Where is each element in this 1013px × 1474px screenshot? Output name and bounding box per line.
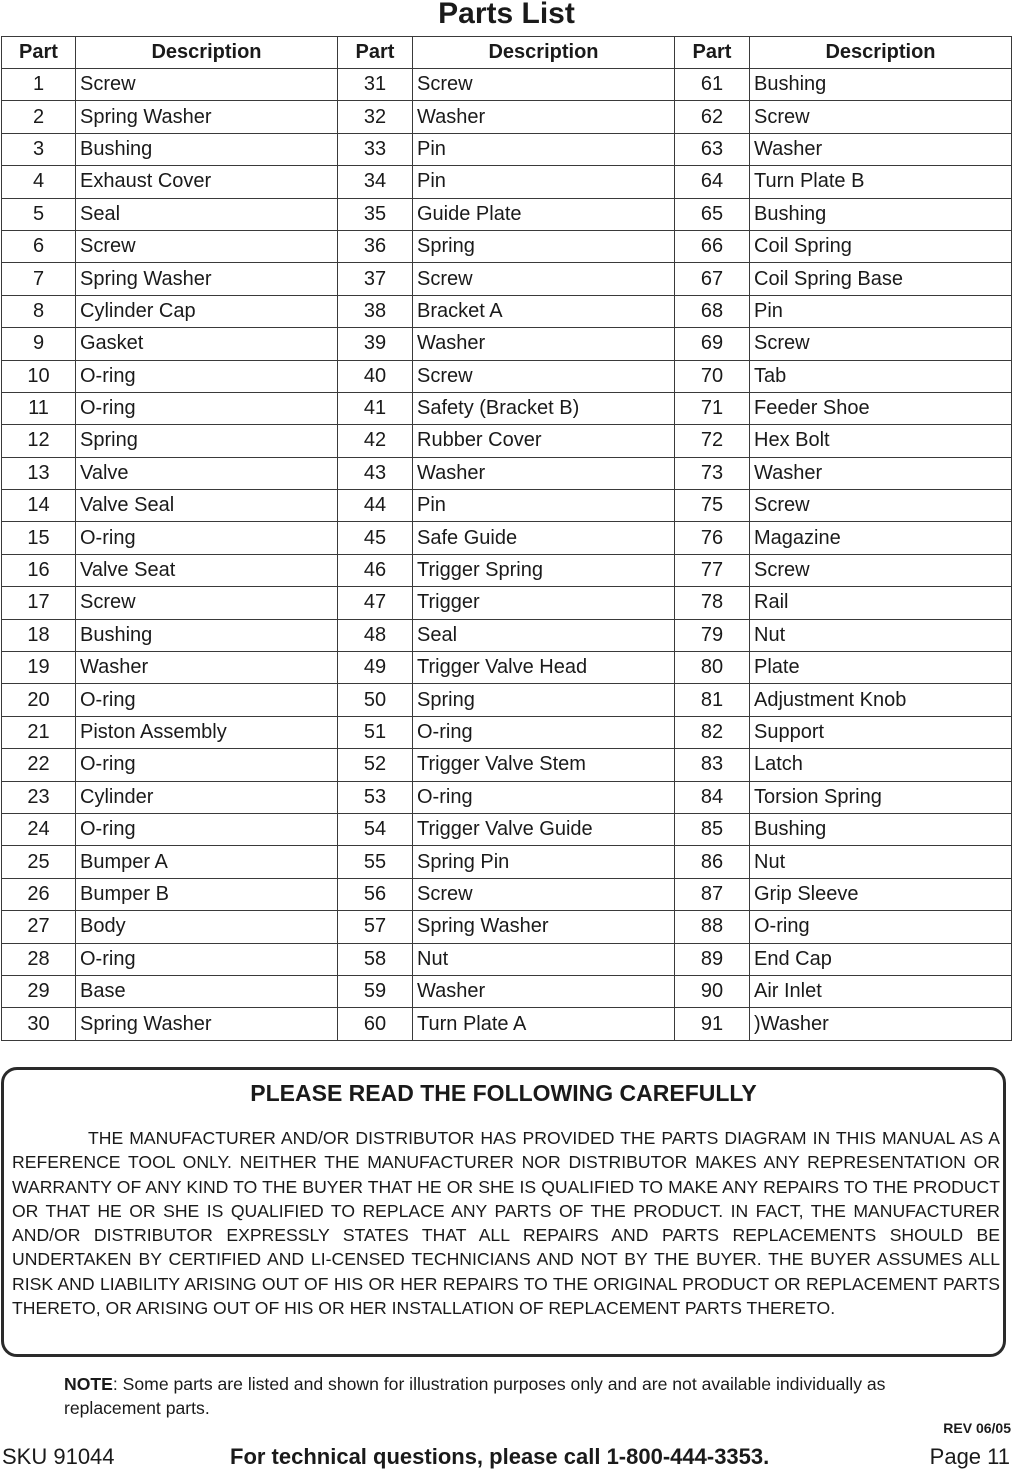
part-number-cell: 90 — [675, 975, 750, 1007]
part-description-cell: Spring Pin — [413, 846, 675, 878]
part-number-cell: 91 — [675, 1008, 750, 1040]
table-row — [2, 781, 1012, 813]
part-description-cell: O-ring — [413, 716, 675, 748]
table-row — [2, 360, 1012, 392]
table-row — [2, 684, 1012, 716]
part-description-cell: Screw — [413, 263, 675, 295]
disclaimer-box — [1, 1067, 1006, 1357]
part-number-cell: 33 — [338, 133, 413, 165]
part-number-cell: 58 — [338, 943, 413, 975]
part-number-cell: 3 — [2, 133, 76, 165]
part-number-cell: 10 — [2, 360, 76, 392]
part-description-cell: Feeder Shoe — [750, 392, 1012, 424]
part-description-cell: Valve Seal — [76, 490, 338, 522]
table-row — [2, 166, 1012, 198]
part-number-cell: 22 — [2, 749, 76, 781]
part-description-cell: Safe Guide — [413, 522, 675, 554]
part-number-cell: 67 — [675, 263, 750, 295]
disclaimer-text: THE MANUFACTURER AND/OR DISTRIBUTOR HAS PROVIDED THE PARTS DIAGRAM IN THIS MANUAL AS A REFERENCE TOOL ONLY. NEITHER THE MANUFACTURER NOR DISTRIBUTOR MAKES ANY REPRESENTATION OR WARRANTY OF ANY KIND TO THE BUYER THAT HE OR SHE IS QUALIFIED TO MAKE ANY REPAIRS TO THE PRODUCT OR THAT HE OR SHE IS QUALIFIED TO REPLACE ANY PARTS OF THE PRODUCT. IN FACT, THE MANUFACTURER AND/OR DISTRIBUTOR EXPRESSLY STATES THAT ALL REPAIRS AND PARTS REPLACEMENTS SHOULD BE UNDERTAKEN BY CERTIFIED AND LI-CENSED TECHNICIANS AND NOT BY THE BUYER. THE BUYER ASSUMES ALL RISK AND LIABILITY ARISING OUT OF HIS OR HER REPAIRS TO THE ORIGINAL PRODUCT OR REPLACEMENT PARTS THERETO, OR ARISING OUT OF HIS OR HER INSTALLATION OF REPLACEMENT PARTS THERETO. — [12, 1128, 1000, 1319]
part-number-cell: 69 — [675, 328, 750, 360]
part-number-cell: 87 — [675, 878, 750, 910]
part-number-cell: 29 — [2, 975, 76, 1007]
part-description-cell: Trigger — [413, 587, 675, 619]
part-description-cell: Trigger Valve Guide — [413, 813, 675, 845]
part-description-cell: Bushing — [750, 198, 1012, 230]
part-description-cell: Trigger Spring — [413, 554, 675, 586]
part-description-cell: Pin — [413, 166, 675, 198]
table-row — [2, 975, 1012, 1007]
part-number-cell: 35 — [338, 198, 413, 230]
table-row — [2, 230, 1012, 262]
page-number: Page 11 — [929, 1444, 1010, 1469]
part-description-cell: Torsion Spring — [750, 781, 1012, 813]
part-description-cell: Seal — [76, 198, 338, 230]
part-number-cell: 85 — [675, 813, 750, 845]
table-row — [2, 878, 1012, 910]
part-description-cell: Pin — [413, 133, 675, 165]
table-row — [2, 198, 1012, 230]
part-description-cell: Pin — [413, 490, 675, 522]
part-number-cell: 62 — [675, 101, 750, 133]
part-number-cell: 48 — [338, 619, 413, 651]
part-number-cell: 63 — [675, 133, 750, 165]
table-row — [2, 295, 1012, 327]
parts-table — [1, 36, 1012, 1041]
note-label: NOTE — [64, 1374, 113, 1394]
part-number-cell: 75 — [675, 490, 750, 522]
part-description-cell: Bushing — [750, 813, 1012, 845]
part-description-cell: Trigger Valve Head — [413, 652, 675, 684]
part-description-cell: )Washer — [750, 1008, 1012, 1040]
table-row — [2, 328, 1012, 360]
table-row — [2, 133, 1012, 165]
part-number-cell: 34 — [338, 166, 413, 198]
part-description-cell: Screw — [750, 490, 1012, 522]
part-description-cell: Base — [76, 975, 338, 1007]
part-number-cell: 38 — [338, 295, 413, 327]
part-number-cell: 4 — [2, 166, 76, 198]
part-description-cell: Coil Spring Base — [750, 263, 1012, 295]
part-description-cell: Washer — [413, 457, 675, 489]
part-description-cell: Trigger Valve Stem — [413, 749, 675, 781]
part-description-cell: Plate — [750, 652, 1012, 684]
column-header-part: Part — [338, 37, 413, 69]
table-row — [2, 749, 1012, 781]
part-description-cell: Screw — [76, 587, 338, 619]
part-description-cell: Spring Washer — [413, 911, 675, 943]
part-number-cell: 70 — [675, 360, 750, 392]
part-number-cell: 31 — [338, 69, 413, 101]
table-row — [2, 1008, 1012, 1040]
part-description-cell: Adjustment Knob — [750, 684, 1012, 716]
part-description-cell: Pin — [750, 295, 1012, 327]
part-number-cell: 14 — [2, 490, 76, 522]
part-number-cell: 21 — [2, 716, 76, 748]
part-number-cell: 6 — [2, 230, 76, 262]
part-description-cell: Valve — [76, 457, 338, 489]
part-number-cell: 55 — [338, 846, 413, 878]
tech-support-line: For technical questions, please call 1-800-444-3353. — [230, 1444, 770, 1469]
parts-table-body — [2, 69, 1012, 1041]
part-number-cell: 9 — [2, 328, 76, 360]
page-footer — [2, 1444, 1010, 1474]
part-description-cell: O-ring — [413, 781, 675, 813]
part-description-cell: O-ring — [76, 813, 338, 845]
part-description-cell: O-ring — [76, 522, 338, 554]
part-description-cell: Spring — [413, 684, 675, 716]
table-row — [2, 522, 1012, 554]
part-number-cell: 89 — [675, 943, 750, 975]
part-number-cell: 1 — [2, 69, 76, 101]
part-description-cell: Latch — [750, 749, 1012, 781]
part-number-cell: 59 — [338, 975, 413, 1007]
part-number-cell: 11 — [2, 392, 76, 424]
table-row — [2, 392, 1012, 424]
part-description-cell: Tab — [750, 360, 1012, 392]
part-number-cell: 20 — [2, 684, 76, 716]
part-number-cell: 64 — [675, 166, 750, 198]
part-description-cell: Spring — [76, 425, 338, 457]
part-description-cell: Cylinder — [76, 781, 338, 813]
part-number-cell: 7 — [2, 263, 76, 295]
part-number-cell: 71 — [675, 392, 750, 424]
column-header-part: Part — [2, 37, 76, 69]
part-description-cell: Spring Washer — [76, 263, 338, 295]
part-description-cell: Gasket — [76, 328, 338, 360]
column-header-part: Part — [675, 37, 750, 69]
part-description-cell: Bumper B — [76, 878, 338, 910]
part-number-cell: 26 — [2, 878, 76, 910]
part-number-cell: 79 — [675, 619, 750, 651]
part-number-cell: 45 — [338, 522, 413, 554]
part-description-cell: O-ring — [750, 911, 1012, 943]
part-number-cell: 83 — [675, 749, 750, 781]
part-number-cell: 44 — [338, 490, 413, 522]
table-row — [2, 457, 1012, 489]
table-row — [2, 943, 1012, 975]
column-header-description: Description — [76, 37, 338, 69]
part-description-cell: O-ring — [76, 943, 338, 975]
sku-label: SKU 91044 — [2, 1444, 115, 1469]
part-description-cell: Grip Sleeve — [750, 878, 1012, 910]
part-number-cell: 84 — [675, 781, 750, 813]
note — [64, 1372, 944, 1420]
part-number-cell: 60 — [338, 1008, 413, 1040]
part-number-cell: 46 — [338, 554, 413, 586]
part-description-cell: Nut — [750, 619, 1012, 651]
disclaimer-heading: PLEASE READ THE FOLLOWING CAREFULLY — [250, 1080, 757, 1106]
table-row — [2, 425, 1012, 457]
part-number-cell: 54 — [338, 813, 413, 845]
part-description-cell: Safety (Bracket B) — [413, 392, 675, 424]
part-description-cell: Rubber Cover — [413, 425, 675, 457]
part-number-cell: 13 — [2, 457, 76, 489]
column-header-description: Description — [413, 37, 675, 69]
part-number-cell: 16 — [2, 554, 76, 586]
part-description-cell: Washer — [413, 328, 675, 360]
part-description-cell: Bushing — [76, 133, 338, 165]
part-description-cell: Nut — [413, 943, 675, 975]
column-header-description: Description — [750, 37, 1012, 69]
table-row — [2, 490, 1012, 522]
part-description-cell: Screw — [413, 360, 675, 392]
part-number-cell: 8 — [2, 295, 76, 327]
part-description-cell: Guide Plate — [413, 198, 675, 230]
part-description-cell: Screw — [750, 101, 1012, 133]
part-description-cell: Washer — [413, 975, 675, 1007]
part-description-cell: Washer — [750, 133, 1012, 165]
part-number-cell: 53 — [338, 781, 413, 813]
part-number-cell: 86 — [675, 846, 750, 878]
table-row — [2, 813, 1012, 845]
part-number-cell: 56 — [338, 878, 413, 910]
part-number-cell: 19 — [2, 652, 76, 684]
part-number-cell: 77 — [675, 554, 750, 586]
part-description-cell: O-ring — [76, 749, 338, 781]
part-number-cell: 15 — [2, 522, 76, 554]
part-number-cell: 24 — [2, 813, 76, 845]
part-number-cell: 73 — [675, 457, 750, 489]
note-text: : Some parts are listed and shown for illustration purposes only and are not available individually as replacement parts. — [64, 1374, 886, 1418]
part-description-cell: Turn Plate A — [413, 1008, 675, 1040]
part-description-cell: Hex Bolt — [750, 425, 1012, 457]
revision-label: REV 06/05 — [943, 1420, 1011, 1436]
part-description-cell: Rail — [750, 587, 1012, 619]
part-description-cell: Piston Assembly — [76, 716, 338, 748]
part-description-cell: Turn Plate B — [750, 166, 1012, 198]
part-description-cell: Washer — [750, 457, 1012, 489]
part-description-cell: Support — [750, 716, 1012, 748]
part-description-cell: Spring — [413, 230, 675, 262]
part-description-cell: Washer — [76, 652, 338, 684]
part-number-cell: 41 — [338, 392, 413, 424]
part-number-cell: 30 — [2, 1008, 76, 1040]
part-description-cell: Screw — [76, 69, 338, 101]
part-description-cell: Exhaust Cover — [76, 166, 338, 198]
part-description-cell: O-ring — [76, 684, 338, 716]
part-number-cell: 57 — [338, 911, 413, 943]
part-description-cell: Seal — [413, 619, 675, 651]
part-number-cell: 47 — [338, 587, 413, 619]
part-number-cell: 23 — [2, 781, 76, 813]
table-row — [2, 101, 1012, 133]
part-number-cell: 80 — [675, 652, 750, 684]
part-number-cell: 39 — [338, 328, 413, 360]
part-description-cell: Screw — [750, 554, 1012, 586]
part-number-cell: 82 — [675, 716, 750, 748]
part-description-cell: Nut — [750, 846, 1012, 878]
part-description-cell: Bracket A — [413, 295, 675, 327]
part-description-cell: Valve Seat — [76, 554, 338, 586]
page-title: Parts List — [438, 0, 575, 30]
part-description-cell: Cylinder Cap — [76, 295, 338, 327]
part-number-cell: 50 — [338, 684, 413, 716]
table-row — [2, 911, 1012, 943]
table-row — [2, 263, 1012, 295]
part-description-cell: Bumper A — [76, 846, 338, 878]
part-number-cell: 78 — [675, 587, 750, 619]
part-number-cell: 17 — [2, 587, 76, 619]
part-number-cell: 51 — [338, 716, 413, 748]
part-number-cell: 66 — [675, 230, 750, 262]
part-number-cell: 88 — [675, 911, 750, 943]
part-number-cell: 52 — [338, 749, 413, 781]
part-description-cell: O-ring — [76, 392, 338, 424]
part-number-cell: 37 — [338, 263, 413, 295]
part-number-cell: 28 — [2, 943, 76, 975]
part-number-cell: 68 — [675, 295, 750, 327]
table-row — [2, 716, 1012, 748]
part-description-cell: Magazine — [750, 522, 1012, 554]
part-description-cell: Screw — [750, 328, 1012, 360]
table-row — [2, 652, 1012, 684]
part-description-cell: Coil Spring — [750, 230, 1012, 262]
part-number-cell: 32 — [338, 101, 413, 133]
part-description-cell: Screw — [76, 230, 338, 262]
part-number-cell: 43 — [338, 457, 413, 489]
part-number-cell: 61 — [675, 69, 750, 101]
part-number-cell: 72 — [675, 425, 750, 457]
part-number-cell: 18 — [2, 619, 76, 651]
part-description-cell: Spring Washer — [76, 101, 338, 133]
part-number-cell: 25 — [2, 846, 76, 878]
part-number-cell: 40 — [338, 360, 413, 392]
part-description-cell: Screw — [413, 69, 675, 101]
table-row — [2, 69, 1012, 101]
part-number-cell: 81 — [675, 684, 750, 716]
part-description-cell: Body — [76, 911, 338, 943]
part-description-cell: Washer — [413, 101, 675, 133]
part-number-cell: 42 — [338, 425, 413, 457]
part-number-cell: 49 — [338, 652, 413, 684]
part-number-cell: 65 — [675, 198, 750, 230]
part-description-cell: End Cap — [750, 943, 1012, 975]
table-header-row — [2, 37, 1012, 69]
table-row — [2, 587, 1012, 619]
part-description-cell: Air Inlet — [750, 975, 1012, 1007]
part-number-cell: 27 — [2, 911, 76, 943]
table-row — [2, 554, 1012, 586]
part-number-cell: 5 — [2, 198, 76, 230]
part-number-cell: 2 — [2, 101, 76, 133]
part-description-cell: Screw — [413, 878, 675, 910]
table-row — [2, 619, 1012, 651]
part-description-cell: Bushing — [76, 619, 338, 651]
part-number-cell: 12 — [2, 425, 76, 457]
part-description-cell: Spring Washer — [76, 1008, 338, 1040]
table-row — [2, 846, 1012, 878]
part-number-cell: 76 — [675, 522, 750, 554]
part-description-cell: Bushing — [750, 69, 1012, 101]
part-description-cell: O-ring — [76, 360, 338, 392]
part-number-cell: 36 — [338, 230, 413, 262]
